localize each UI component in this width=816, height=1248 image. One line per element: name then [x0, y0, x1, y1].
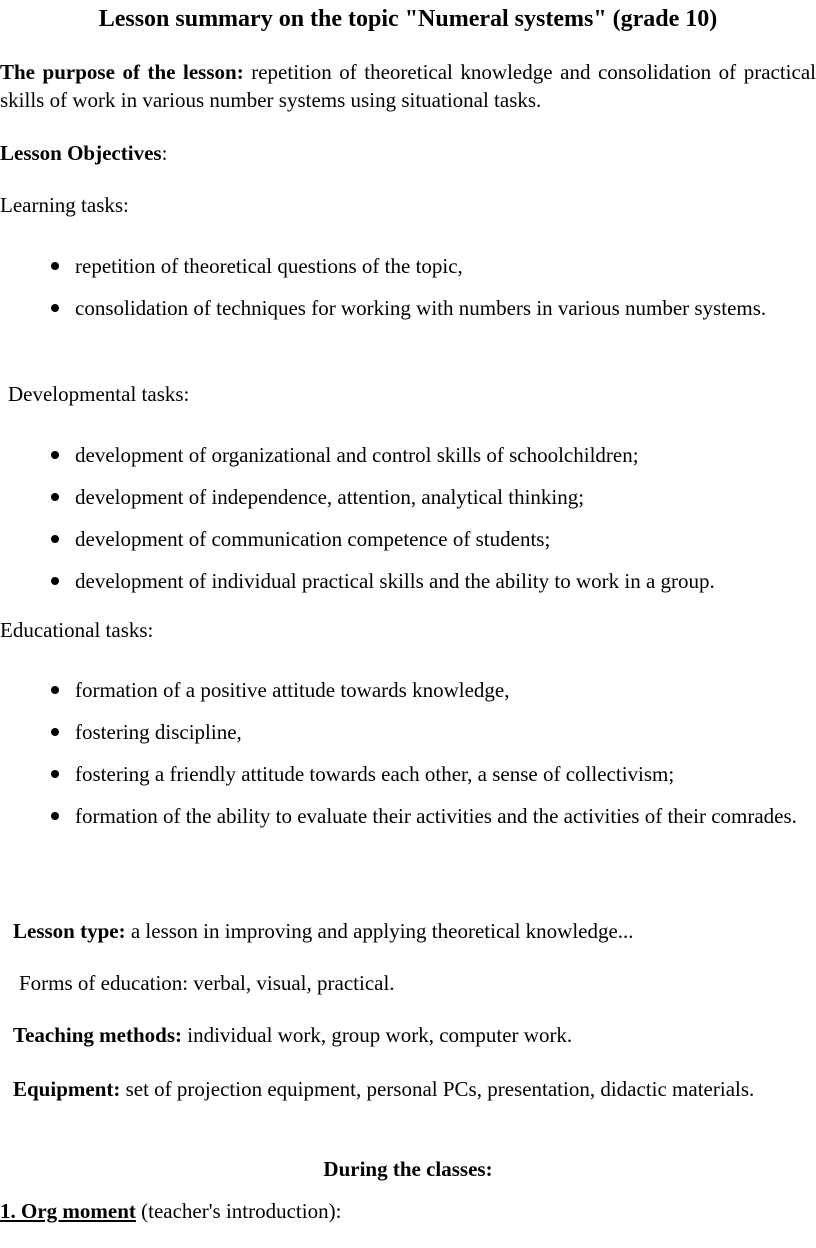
list-item — [0, 518, 816, 560]
list-item — [0, 795, 816, 837]
lesson-type — [13, 917, 816, 945]
list-item — [0, 287, 816, 329]
forms-of-education: Forms of education: verbal, visual, practical. — [19, 971, 395, 995]
objectives-label: Lesson Objectives — [0, 141, 162, 165]
educational-tasks-heading: Educational tasks: — [0, 618, 154, 642]
bullet-icon — [51, 728, 59, 736]
lesson-objectives — [0, 139, 816, 167]
learning-tasks-list — [0, 245, 816, 329]
objectives-colon: : — [161, 141, 168, 165]
bullet-icon — [51, 577, 59, 585]
list-item — [0, 711, 816, 753]
list-item — [0, 669, 816, 711]
equipment-text: set of projection equipment, personal PCs, presentation, didactic materials. — [120, 1077, 755, 1101]
teaching-methods — [13, 1021, 816, 1049]
list-item — [0, 476, 816, 518]
developmental-tasks-heading: Developmental tasks: — [8, 382, 190, 406]
bullet-icon — [51, 262, 59, 270]
list-item — [0, 753, 816, 795]
developmental-tasks-list — [0, 434, 816, 602]
org-moment-text: (teacher's introduction): — [135, 1199, 342, 1223]
equipment — [13, 1075, 816, 1103]
educational-task-3: fostering a friendly attitude towards each other, a sense of collectivism; — [75, 762, 675, 786]
page-title: Lesson summary on the topic "Numeral systems" (grade 10) — [98, 6, 718, 32]
bullet-icon — [51, 535, 59, 543]
bullet-icon — [51, 493, 59, 501]
org-moment-label: 1. Org moment — [0, 1199, 136, 1223]
bullet-icon — [51, 812, 59, 820]
methods-label: Teaching methods: — [13, 1023, 182, 1047]
developmental-task-3: development of communication competence of students; — [75, 527, 551, 551]
bullet-icon — [51, 770, 59, 778]
learning-tasks-heading: Learning tasks: — [0, 193, 129, 217]
developmental-task-1: development of organizational and control skills of schoolchildren; — [75, 443, 639, 467]
developmental-task-2: development of independence, attention, analytical thinking; — [75, 485, 585, 509]
list-item — [0, 245, 816, 287]
learning-task-2: consolidation of techniques for working with numbers in various number systems. — [75, 296, 767, 320]
list-item — [0, 434, 816, 476]
developmental-task-4: development of individual practical skills and the ability to work in a group. — [75, 569, 715, 593]
equipment-label: Equipment: — [13, 1077, 121, 1101]
bullet-icon — [51, 451, 59, 459]
lesson-purpose — [0, 58, 816, 114]
educational-task-4: formation of the ability to evaluate their activities and the activities of their comrades. — [75, 804, 797, 828]
purpose-text: repetition of theoretical knowledge and consolidation of practical skills of work in various number systems using situational tasks. — [0, 60, 816, 112]
org-moment — [0, 1197, 816, 1225]
during-classes-heading: During the classes: — [323, 1157, 493, 1181]
methods-text: individual work, group work, computer work. — [182, 1023, 573, 1047]
purpose-label: The purpose of the lesson: — [0, 60, 244, 84]
bullet-icon — [51, 304, 59, 312]
educational-task-2: fostering discipline, — [75, 720, 242, 744]
educational-tasks-list — [0, 669, 816, 837]
bullet-icon — [51, 686, 59, 694]
list-item — [0, 560, 816, 602]
educational-task-1: formation of a positive attitude towards knowledge, — [75, 678, 510, 702]
lesson-type-label: Lesson type: — [13, 919, 126, 943]
lesson-type-text: a lesson in improving and applying theoretical knowledge... — [125, 919, 634, 943]
learning-task-1: repetition of theoretical questions of the topic, — [75, 254, 463, 278]
